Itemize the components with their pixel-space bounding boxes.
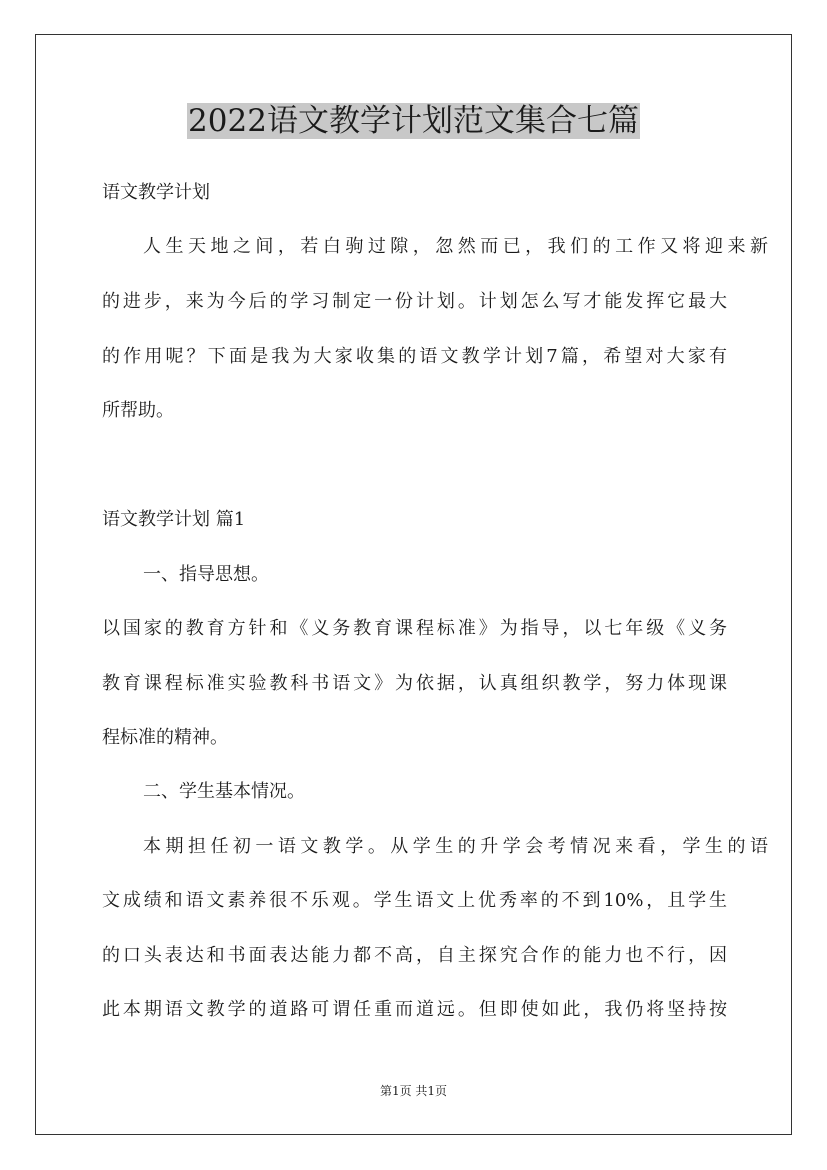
document-title: 2022语文教学计划范文集合七篇 xyxy=(188,103,639,139)
paragraph-line: 此本期语文教学的道路可谓任重而道远。但即使如此，我仍将坚持按 xyxy=(102,999,727,1020)
subheading: 一、指导思想。 xyxy=(143,564,269,585)
section-heading: 语文教学计划 篇1 xyxy=(102,509,246,530)
paragraph-line: 的进步，来为今后的学习制定一份计划。计划怎么写才能发挥它最大 xyxy=(102,291,727,312)
paragraph-line: 的口头表达和书面表达能力都不高，自主探究合作的能力也不行，因 xyxy=(102,945,727,966)
paragraph-line: 程标准的精神。 xyxy=(102,727,228,748)
paragraph-line: 的作用呢？下面是我为大家收集的语文教学计划7篇，希望对大家有 xyxy=(102,346,727,367)
paragraph-line: 文成绩和语文素养很不乐观。学生语文上优秀率的不到10%，且学生 xyxy=(102,890,727,911)
paragraph-line: 所帮助。 xyxy=(102,400,174,421)
paragraph-line: 以国家的教育方针和《义务教育课程标准》为指导，以七年级《义务 xyxy=(102,618,727,639)
paragraph-line: 教育课程标准实验教科书语文》为依据，认真组织教学，努力体现课 xyxy=(102,673,727,694)
subheading: 二、学生基本情况。 xyxy=(143,781,305,802)
section-heading: 语文教学计划 xyxy=(102,182,210,203)
paragraph-line: 人生天地之间，若白驹过隙，忽然而已，我们的工作又将迎来新 xyxy=(143,236,768,257)
page-footer: 第1页 共1页 xyxy=(379,1084,448,1098)
paragraph-line: 本期担任初一语文教学。从学生的升学会考情况来看，学生的语 xyxy=(143,836,768,857)
